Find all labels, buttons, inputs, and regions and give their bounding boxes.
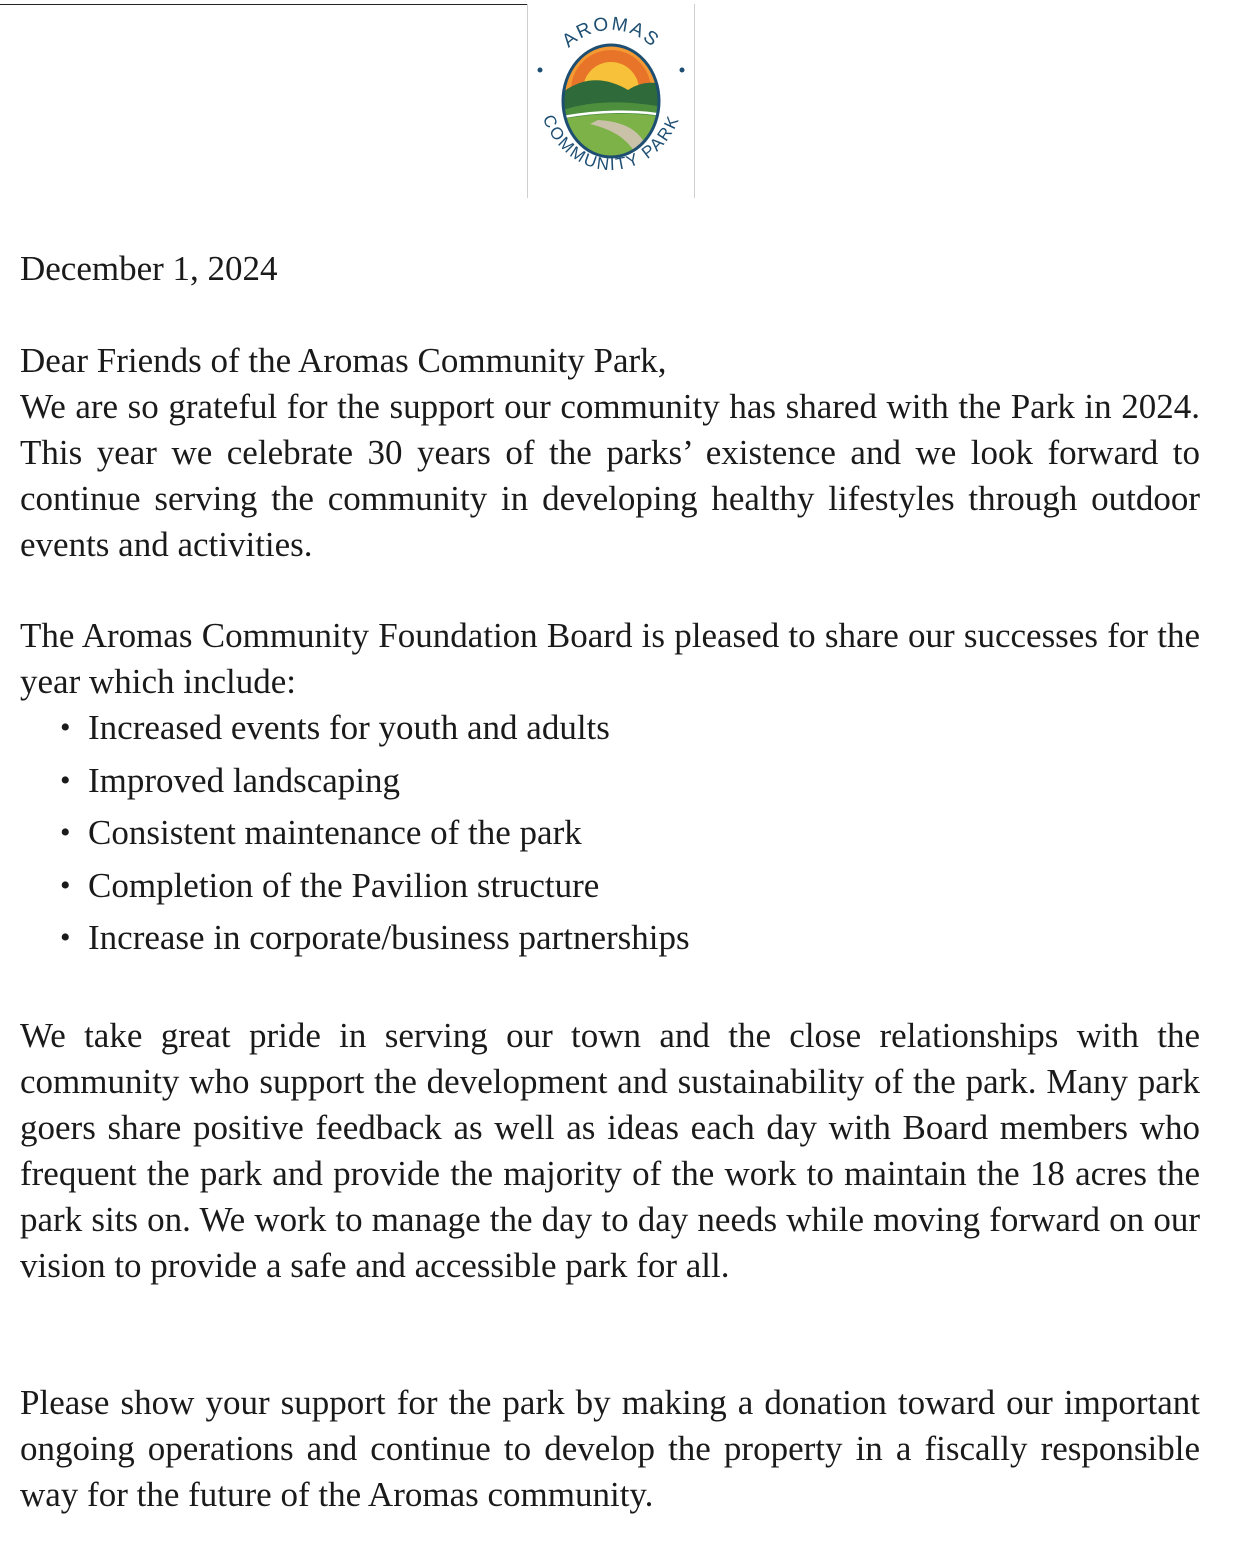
success-item-text: Completion of the Pavilion structure xyxy=(88,865,600,905)
paragraph-community-pride: We take great pride in serving our town and the close relationships with the community who support the development and sustainability of the park. Many park goers share positive feedback as well as ideas each day with Board members who frequent the park and provide the majority of the work to maintain the 18 acres the park sits on. We work to manage the day to day needs while moving forward on our vision to provide a safe and accessible park for all. xyxy=(20,1016,1200,1285)
aromas-community-park-logo xyxy=(527,4,695,198)
letter-date: December 1, 2024 xyxy=(20,249,278,288)
success-item-text: Consistent maintenance of the park xyxy=(88,813,582,852)
bullet-icon: • xyxy=(60,711,71,744)
success-item-text: Improved landscaping xyxy=(88,760,400,800)
success-item-text: Increase in corporate/business partnerships xyxy=(88,918,690,957)
letter-greeting: Dear Friends of the Aromas Community Park, xyxy=(20,341,667,380)
paragraph-successes-intro: The Aromas Community Foundation Board is pleased to share our successes for the year which include: xyxy=(20,616,1200,701)
bullet-icon: • xyxy=(60,763,71,797)
list-item xyxy=(60,863,690,916)
logo-arc-top-text: AROMAS xyxy=(558,13,664,52)
list-item xyxy=(60,758,690,811)
logo-graphic xyxy=(528,4,694,198)
bullet-icon: • xyxy=(60,816,71,849)
list-item xyxy=(60,810,690,863)
list-item xyxy=(60,705,690,758)
success-item-text: Increased events for youth and adults xyxy=(88,708,610,747)
bullet-icon: • xyxy=(60,921,71,954)
list-item xyxy=(60,915,690,968)
logo-dot-left xyxy=(538,68,543,73)
paragraph-intro: We are so grateful for the support our community has shared with the Park in 2024. This year we celebrate 30 years of the parks’ existence and we look forward to continue serving the community in developing healthy lifestyles through outdoor events and activities. xyxy=(20,387,1200,564)
logo-dot-right xyxy=(680,68,685,73)
bullet-icon: • xyxy=(60,868,71,902)
successes-list xyxy=(60,705,690,968)
logo-arc-bottom-text: COMMUNITY PARK xyxy=(538,111,684,175)
paragraph-donation-appeal: Please show your support for the park by making a donation toward our important ongoing operations and continue to develop the property in a fiscally responsible way for the future of the Aromas community. xyxy=(20,1383,1200,1514)
